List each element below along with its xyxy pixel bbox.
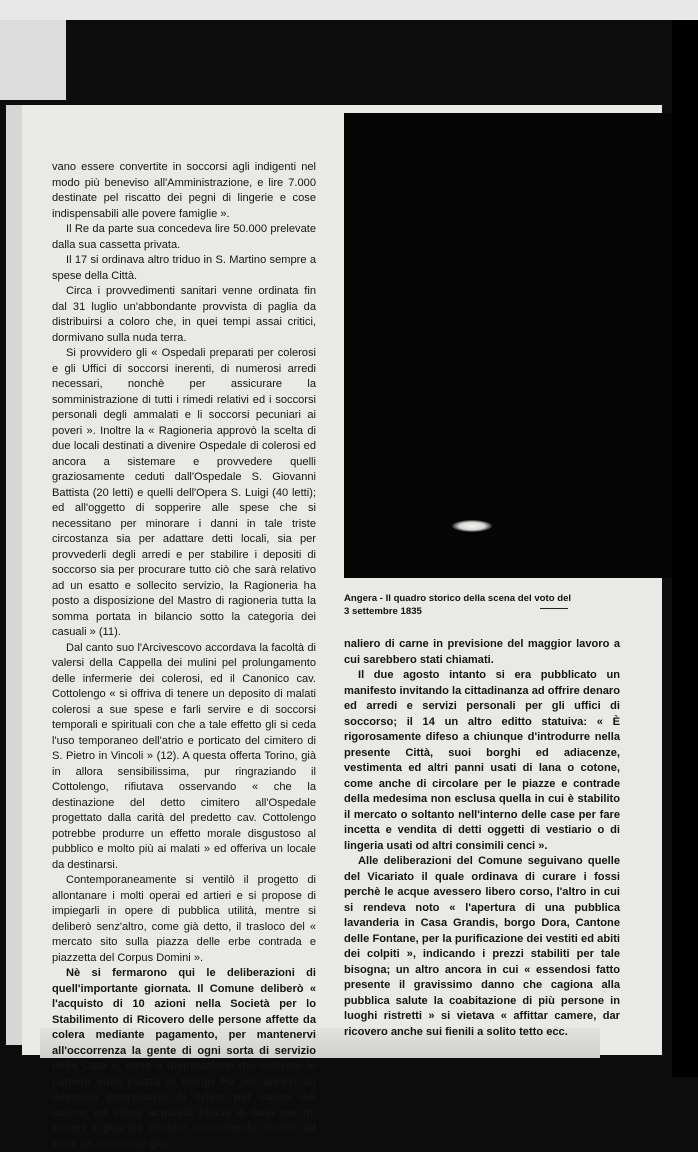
right-text-column	[344, 637, 620, 1040]
paragraph: Alle deliberazioni del Comune seguivano quelle del Vicariato il quale ordinava di curare i fossi perchè le acque avessero libero corso, l'altro in cui si rendeva noto « l'apertura di una pubblica lavanderia in Casa Grandis, borgo Dora, Cantone delle Fontane, per la purificazione dei vestiti ed abiti dei colpiti », indicando i prezzi stabiliti per tale bisogna; un altro ancora in cui « essendosi fatto presente il gravissimo danno che cagiona alla pubblica salute la coabitazione di più persone in luoghi ristretti » si vietava « affittar camere, dar ricovero anche sui fienili a solito tetto ecc.	[344, 855, 620, 1038]
paragraph: naliero di carne in previsione del maggior lavoro a cui sarebbero stati chiamati.	[344, 638, 620, 666]
paragraph: Il due agosto intanto si era pubblicato un manifesto invitando la cittadinanza ad offrire denaro ed arredi e servizi personali per gli uffici di soccorso; il 14 un altro editto statuiva: « È rigorosamente difeso a chiunque d'introdurre nella presente Città, suoi borghi ed adiacenze, vestimenta ed altri panni usati di lana o cotone, come anche di circolare per le piazze e contrade della medesima non esclusa quella in cui è stabilito il mercato o soltanto nell'interno delle case per fare incetta e vendita di detti oggetti di vestiario o di lingeria usati od altri consimili cenci ».	[344, 669, 620, 852]
photo-light-streak	[452, 520, 492, 532]
paragraph: Si provvidero gli « Ospedali preparati per colerosi e gli Uffici di soccorsi inerenti, di numerosi arredi necessari, nonchè per assicurare la somministrazione di tutti i rimedi relativi ed i soccorsi personali degli ammalati e li soccorsi pecuniari ai poveri ». Inoltre la « Ragioneria approvò la scelta di due locali destinati a divenire Ospedale di colerosi ed ancora a sistemare e provvedere quelli graziosamente ceduti dall'Ospedale S. Giovanni Battista (20 letti) e quelli dell'Opera S. Luigi (40 letti); ed all'oggetto di sopperire alle spese che si necessitano per minorare i danni in tale triste circostanza sia per adattare detti locali, sia per provvederli degli arredi e per stabilire i depositi di soccorso sia per procurare tutto ciò che sarà relativo ad un esatto e sollecito servizio, la Ragioneria ha posto a disposizione del Mastro di ragioneria tutta la somma portata in bilancio sotto la categoria dei casuali » (11).	[52, 347, 316, 638]
scan-top-margin	[0, 0, 698, 20]
caption-rule	[540, 608, 568, 609]
paragraph: Il 17 si ordinava altro triduo in S. Martino sempre a spese della Città.	[52, 254, 316, 282]
scan-right-margin	[672, 20, 698, 1077]
paragraph: Nè si fermarono qui le deliberazioni di quell'importante giornata. Il Comune deliberò « l'acquisto di 10 azioni nella Società per lo Stabilimento di Ricovero delle persone affette da colera mediante pagamento, per mantenervi all'occorrenza la gente di ogni sorta di servizio della Città »; mise a disposizione dei colerosi le camere sulla piazza di Borgo Po per aprirvi un deposito provvisorio di orfani per causa del colera; ed infine acquistò fascie di lana per gli arcieri e guardie civiche concedendo inoltre ad esse un soccorso gior-	[52, 967, 316, 1150]
paragraph: Circa i provvedimenti sanitari venne ordinata fin dal 31 luglio un'abbondante provvista di paglia da distribuirsi a coloro che, in quei tempi assai critici, dormivano sulla nuda terra.	[52, 285, 316, 344]
paragraph: Il Re da parte sua concedeva lire 50.000 prelevate dalla sua cassetta privata.	[52, 223, 316, 251]
paragraph: Contemporaneamente si ventilò il progetto di allontanare i molti operai ed artieri e si propose di impiegarli in opere di pubblica utilità, mentre si deliberò senz'altro, come già detto, il trasloco del « mercato sito sulla piazza delle erbe contrada e piazzetta del Corpus Domini ».	[52, 874, 316, 964]
photo-caption: Angera - Il quadro storico della scena del voto del 3 settembre 1835	[344, 593, 572, 617]
historical-photo	[344, 113, 672, 578]
paragraph: vano essere convertite in soccorsi agli indigenti nel modo più beneviso all'Amministrazione, e lire 7.000 destinate pel riscatto dei pegni di lingerie e cose indispensabili alle povere famiglie ».	[52, 161, 316, 220]
scan-left-tab	[0, 20, 66, 100]
paragraph: Dal canto suo l'Arcivescovo accordava la facoltà di valersi della Cappella dei mulini pel prolungamento delle infermerie dei colerosi, ed il Canonico cav. Cottolengo « si offriva di tenere un deposito di malati colerosi a sue spese e farli servire e di soccorsi temporali e spirituali con che a tale effetto gli si ceda l'uso temporaneo dell'atrio e porticato del cimitero di S. Pietro in Vincoli » (12). A questa offerta Torino, già in allora sensibilissima, pur ringraziando il Cottolengo, rifiutava osservando « che la destinazione del detto cimitero all'Ospedale progettato dalla carità del predetto cav. Cottolengo potrebbe produrre un effetto morale disgustoso al pubblico e molto più ai malati » ed offeriva un locale da destinarsi.	[52, 641, 316, 871]
left-text-column	[52, 160, 316, 1152]
